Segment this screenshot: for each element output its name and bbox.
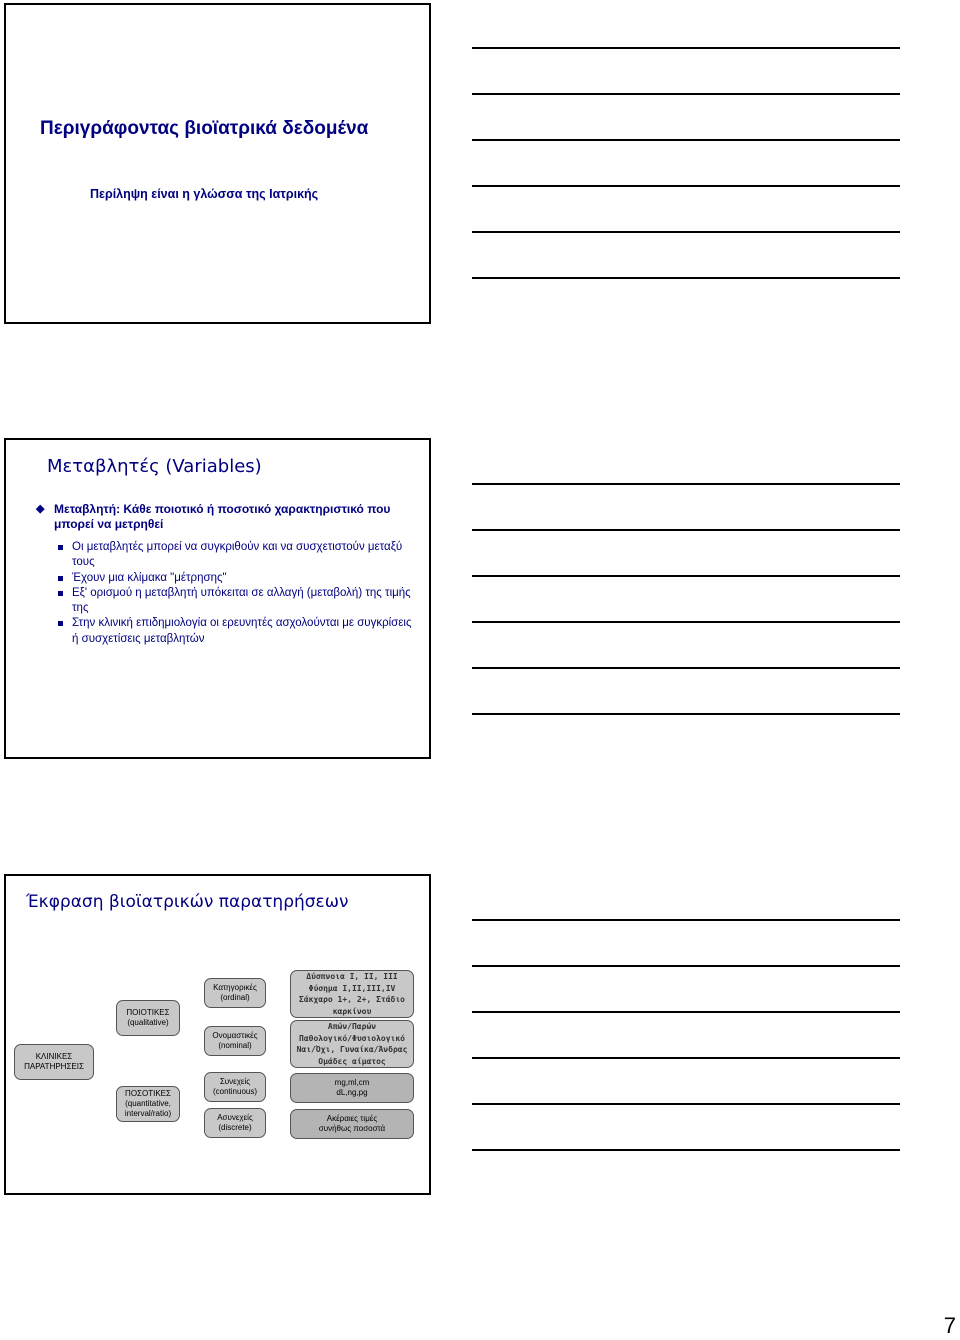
slide-2-title: Μεταβλητές (Variables) [47,456,262,477]
slide-3 [4,874,431,1195]
square-bullet-icon [58,576,63,581]
slide-1-title: Περιγράφοντας βιοϊατρικά δεδομένα [40,118,369,139]
slide-2 [4,438,431,759]
discrete-box: Ασυνεχείς (discrete) [204,1108,266,1138]
list-item: Οι μεταβλητές μπορεί να συγκριθούν και να συσχετιστούν μεταξύ τους [56,540,416,571]
ordinal-examples-box: Δύσπνοια Ι, ΙΙ, ΙΙΙ Φύσημα Ι,ΙΙ,ΙΙΙ,ΙV Σάκχαρο 1+, 2+, Στάδιο καρκίνου [290,970,414,1018]
continuous-box: Συνεχείς (continuous) [204,1072,266,1102]
page-number: 7 [943,1313,956,1338]
main-bullet-text: Μεταβλητή: Κάθε ποιοτικό ή ποσοτικό χαρακτηριστικό που μπορεί να μετρηθεί [54,502,391,531]
continuous-examples-box: mg,ml,cm dL,ng,pg [290,1073,414,1103]
main-bullet [36,502,416,532]
square-bullet-icon [58,621,63,626]
slide-3-title: Έκφραση βιοϊατρικών παρατηρήσεων [26,892,349,912]
square-bullet-icon [58,545,63,550]
slide-1 [4,3,431,324]
clinical-observations-box: ΚΛΙΝΙΚΕΣ ΠΑΡΑΤΗΡΗΣΕΙΣ [14,1044,94,1080]
nominal-examples-box: Απών/Παρών Παθολογικό/Φυσιολογικό Ναι/Όχι, Γυναίκα/Άνδρας Ομάδες αίματος [290,1020,414,1068]
diamond-bullet-icon: ◆ [36,503,45,515]
square-bullet-icon [58,591,63,596]
slide-1-subtitle: Περίληψη είναι η γλώσσα της Ιατρικής [90,187,319,201]
list-item: Εξ' ορισμού η μεταβλητή υπόκειται σε αλλαγή (μεταβολή) της τιμής της [56,586,416,617]
list-item: Στην κλινική επιδημιολογία οι ερευνητές ασχολούνται με συγκρίσεις ή συσχετίσεις μεταβλητών [56,616,416,647]
discrete-examples-box: Ακέραιες τιμές συνήθως ποσοστά [290,1109,414,1139]
nominal-box: Ονομαστικές (nominal) [204,1026,266,1056]
qualitative-box: ΠΟΙΟΤΙΚΕΣ (qualitative) [116,1000,180,1036]
ordinal-box: Κατηγορικές (ordinal) [204,978,266,1008]
list-item: Έχουν μια κλίμακα "μέτρησης" [56,571,416,586]
quantitative-box: ΠΟΣΟΤΙΚΕΣ (quantitative, interval/ratio) [116,1086,180,1122]
sub-bullet-list [56,540,416,647]
